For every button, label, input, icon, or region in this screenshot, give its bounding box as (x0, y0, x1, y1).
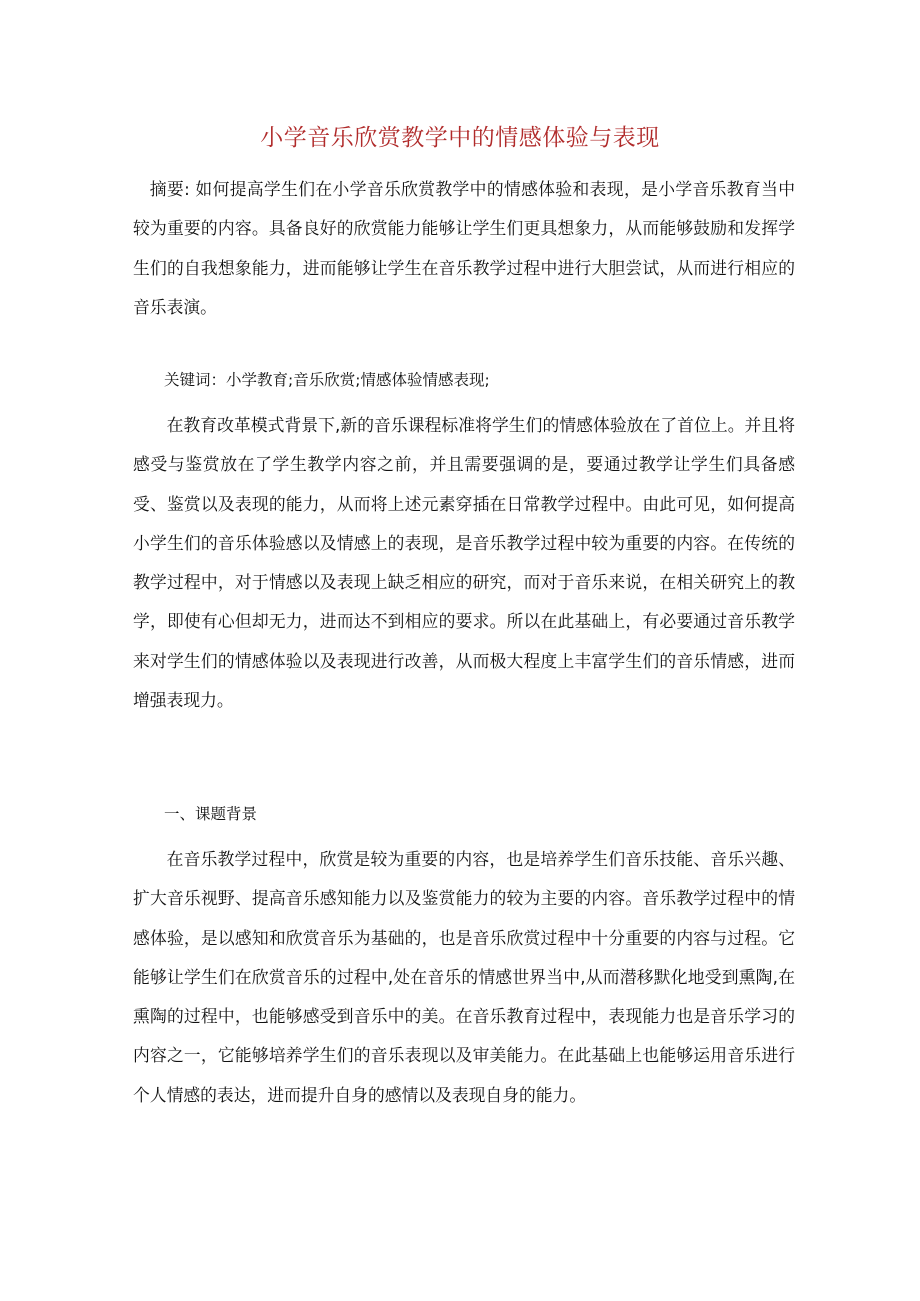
section-heading-background: 一、课题背景 (164, 805, 258, 823)
document-title: 小学音乐欣赏教学中的情感体验与表现 (260, 125, 660, 151)
body-paragraph-1: 在教育改革模式背景下,新的音乐课程标准将学生们的情感体验放在了首位上。并且将感受与鉴赏放在了学生教学内容之前，并且需要强调的是，要通过教学让学生们具备感受、鉴赏以及表现的能力，从而将上述元素穿插在日常教学过程中。由此可见，如何提高小学生们的音乐体验感以及情感上的表现，是音乐教学过程中较为重要的内容。在传统的教学过程中，对于情感以及表现上缺乏相应的研究，而对于音乐来说，在相关研究上的教学，即使有心但却无力，进而达不到相应的要求。所以在此基础上，有必要通过音乐教学来对学生们的情感体验以及表现进行改善，从而极大程度上丰富学生们的音乐情感，进而增强表现力。 (133, 415, 795, 711)
body-paragraph-2: 在音乐教学过程中，欣赏是较为重要的内容，也是培养学生们音乐技能、音乐兴趣、扩大音乐视野、提高音乐感知能力以及鉴赏能力的较为主要的内容。音乐教学过程中的情感体验，是以感知和欣赏音乐为基础的，也是音乐欣赏过程中十分重要的内容与过程。它能够让学生们在欣赏音乐的过程中,处在音乐的情感世界当中,从而潜移默化地受到熏陶,在熏陶的过程中，也能够感受到音乐中的美。在音乐教育过程中，表现能力也是音乐学习的内容之一，它能够培养学生们的音乐表现以及审美能力。在此基础上也能够运用音乐进行个人情感的表达，进而提升自身的感情以及表现自身的能力。 (133, 849, 795, 1105)
abstract-paragraph: 摘要: 如何提高学生们在小学音乐欣赏教学中的情感体验和表现，是小学音乐教育当中较为重要的内容。具备良好的欣赏能力能够让学生们更具想象力，从而能够鼓励和发挥学生们的自我想象能力，进而能够让学生在音乐教学过程中进行大胆尝试，从而进行相应的音乐表演。 (133, 179, 795, 317)
keywords-line: 关键词：小学教育;音乐欣赏;情感体验情感表现; (164, 371, 490, 389)
